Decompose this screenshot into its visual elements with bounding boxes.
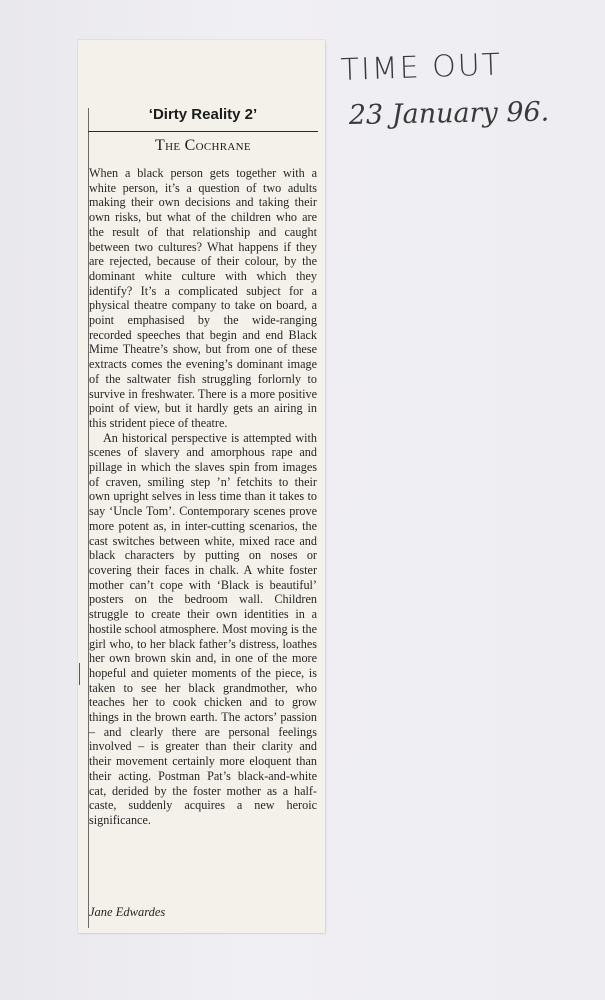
headline-rule [88,131,318,132]
venue-name: The Cochrane [155,137,251,154]
annotation-line-2: 23 January 96. [348,96,550,131]
handwritten-annotation [335,40,585,150]
review-headline: ‘Dirty Reality 2’ [148,106,258,123]
review-body [89,166,317,828]
review-paragraph: An historical perspective is attempted with scenes of slavery and amorphous rape and pillage in which the slaves spin from images of craven, smiling step ’n’ fetchits to their own upright selves in less time than it takes to say ‘Uncle Tom’. Contemporary scenes prove more potent as, in inter-cutting scenarios, the cast switches between white, mixed race and black characters by putting on noses or covering their faces in chalk. A white foster mother can’t cope with ‘Black is beautiful’ posters on the bedroom wall. Children struggle to create their own identities in a hostile school atmosphere. Most moving is the girl who, to her black father’s distress, loathes her own brown skin and, in one of the more hopeful and quieter moments of the piece, is taken to see her black grandmother, who teaches her to cook chicken and to grow things in the brown earth. The actors’ passion – and clearly there are personal feelings involved – is greater than their clarity and their movement certainly more eloquent than their acting. Postman Pat’s black-and-white cat, derided by the foster mother as a half-caste, suddenly acquires a new heroic significance. [89,430,317,827]
annotation-line-1: TIME OUT [340,47,503,88]
review-paragraph: When a black person gets together with a white person, it’s a question of two adults making their own decisions and taking their own risks, but what of the children who are the result of that relationship and caught between two cultures? What happens if they are rejected, because of their colour, by the dominant white culture with which they identify? It’s a complicated subject for a physical theatre company to take on board, a point emphasised by the wide-ranging recorded speeches that begin and end Black Mime Theatre’s show, but from one of these extracts comes the evening’s dominant image of the saltwater fish struggling forlornly to survive in freshwater. There is a more positive point of view, but it hardly gets an airing in this strident piece of theatre. [89,166,317,430]
margin-pencil-mark [79,663,80,685]
byline: Jane Edwardes [89,905,166,919]
